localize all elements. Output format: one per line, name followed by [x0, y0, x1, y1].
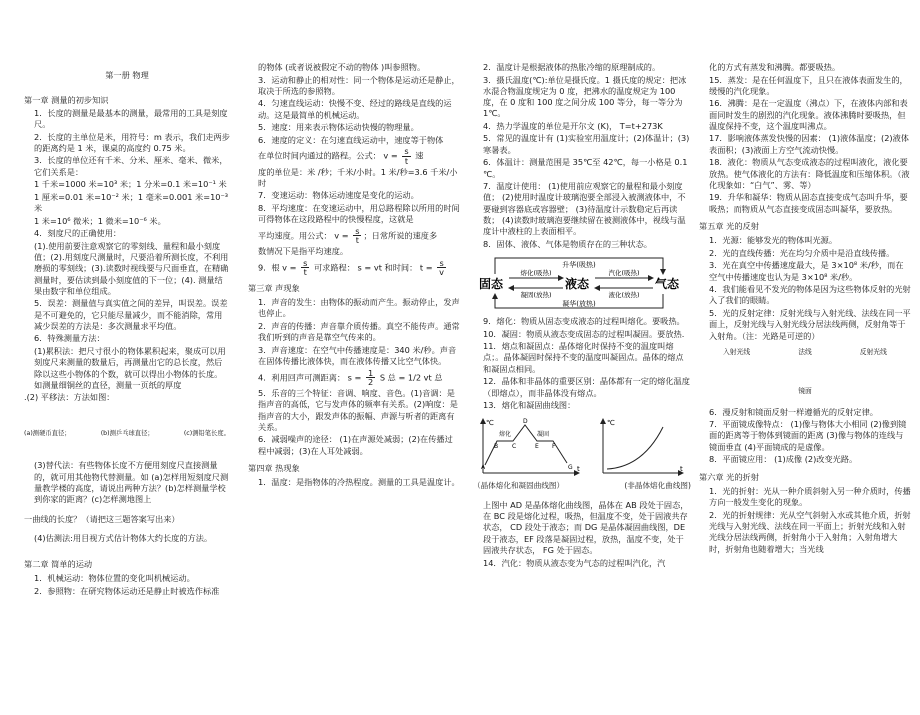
text-c2-8: 8．平均速度：在变速运动中，用总路程除以所用的时间可得物体在这段路程中的快慢程度，这就是	[258, 202, 460, 225]
state-change-diagram	[473, 252, 691, 314]
point-e: E	[535, 443, 539, 451]
point-g: G	[568, 464, 573, 472]
text-c2-17: 6．减弱噪声的途径： (1)在声源处减弱；(2)在传播过程中减弱；(3)在人耳处减弱。	[258, 434, 453, 456]
mirror-label: 镜面	[798, 387, 812, 396]
text-c1-3a: 1 千米=1000 米=10³ 米；1 分米=0.1 米=10⁻¹ 米	[34, 179, 227, 190]
text-c1-6b: .(2) 平移法：方法如图：	[24, 392, 115, 403]
text-c2-10: 数情况下是指平均速度。	[258, 246, 349, 257]
text-c3-9: 10．凝固：物质从液态变成固态的过程叫凝固。要放热.	[483, 328, 685, 339]
vaporize-label: 汽化(吸热)	[608, 269, 640, 278]
incident-ray-label: 入射光线	[723, 347, 751, 356]
liquid-label: 液态	[565, 277, 590, 292]
text-c3-3: 4．热力学温度的单位是开尔文 (K)， T=t+273K	[483, 120, 663, 131]
freeze-marker: 凝固	[537, 431, 550, 439]
text-c1-6c: (3)替代法：有些物体长度不方便用刻度尺直接测量的，就可用其他物代替测量。如 (a)怎样用短刻度尺测量教学楼的高度，请说出两种方法？(b)怎样测量学校到你家的距离？(c)怎样测地图上	[34, 460, 229, 505]
text-c1-2: 2．长度的主单位是米，用符号：m 表示，我们走两步的距离约是 1 米，课桌的高度约 0.75 米。	[34, 131, 230, 153]
text-c1-8: 2．参照物：在研究物体运动还是静止时被选作标准	[34, 585, 220, 596]
text-c2-2: 4．匀速直线运动：快慢不变、经过的路线是直线的运动。这是最简单的机械运动。	[258, 98, 452, 120]
point-f: F	[552, 443, 556, 451]
chapter-5-title: 第五章 光的反射	[699, 221, 759, 231]
text-c4-13: 7．平面镜成像特点： (1)像与物体大小相同 (2)像到镜面的距离等于物体到镜面的距离 (3)像与物体的连线与镜面垂直 (4)平面镜成的是虚像。	[709, 419, 907, 452]
text-c2-13: 2．声音的传播：声音靠介质传播。真空不能传声。通常我们听到的声音是靠空气传来的。	[258, 320, 460, 343]
reflection-diagram-labels	[699, 348, 911, 357]
amorphous-curve	[607, 427, 663, 469]
text-c2-14: 3．声音速度：在空气中传播速度是：340 米/秒。声音在固体传播比液体快，而在液体传播又比空气体快。	[258, 344, 457, 367]
text-c4-16: 2．光的折射规律：光从空气斜射入水或其他介质，折射光线与入射光线、法线在同一平面上；折射光线和入射光线分居法线两侧，折射角小于入射角；入射角增大时，折射角也随着增大；当光线	[709, 509, 911, 554]
text-c2-16: 5．乐音的三个特征：音调、响度、音色。(1)音调：是指声音的高低，它与发声体的频率有关系。(2)响度：是指声音的大小，跟发声体的振幅、声源与听者的距离有关系。	[258, 387, 458, 432]
figure-captions	[24, 430, 230, 439]
text-c2-1: 3．运动和静止的相对性：同一个物体是运动还是静止，取决于所选的参照物。	[258, 74, 460, 96]
text-c3-7: 8．固体、液体、气体是物质存在的三种状态。	[483, 238, 652, 249]
figure-caption-b: (b)测乒乓球直径；	[100, 429, 154, 437]
text-c3-2: 3．摄氏温度(℃):单位是摄氏度。1 摄氏度的规定：把冰水混合物温度规定为 0 度，把沸水的温度规定为 100 度，在 0 度和 100 度之间分成 100 等分，每一等分为 1℃。	[483, 74, 687, 119]
chapter-1-title: 第一章 测量的初步知识	[24, 95, 109, 106]
melting-curves	[473, 415, 691, 479]
text-c3-5: 6．体温计：测量范围是 35℃至 42℃，每一小格是 0.1 ℃。	[483, 157, 688, 179]
text-c2-6: 度的单位是：米 /秒；千米/小时。1 米/秒=3.6 千米/小时	[258, 166, 458, 188]
text-c1-5: 5．误差：测量值与真实值之间的差异，叫误差。误差是不可避免的，它只能尽量减少，而不能消除，常用减少误差的方法是：多次测量求平均值。	[34, 298, 228, 331]
text-c2-12: 1．声音的发生：由物体的振动而产生。振动停止，发声也停止。	[258, 297, 460, 319]
amorphous-y-label: ℃	[607, 419, 615, 428]
solid-label: 固态	[479, 277, 504, 292]
chapter-2-title: 第二章 简单的运动	[24, 558, 93, 569]
column-3	[473, 62, 691, 711]
column-4	[699, 62, 911, 711]
average-speed-formula: 平均速度。用公式： v = $\frac{s}{t}$ ；日常所说的速度多	[258, 225, 438, 246]
chapter-4-title: 第四章 热现象	[248, 463, 300, 473]
text-c1-1: 1．长度的测量是最基本的测量，最常用的工具是刻度尺。	[34, 107, 228, 130]
text-c1-4a: (1).使用前要注意观察它的零刻线、量程和最小刻度值；(2).用刻度尺测量时，尺要沿着所测长度，不利用磨损的零刻线；(3).读数时视线要与尺面垂直，在精确测量时，要估读到最小刻度值的下一位；(4). 测量结果由数字和单位组成。	[34, 240, 229, 296]
text-c4-6: 19．升华和凝华：物质从固态直接变成气态叫升华，要吸热；而物质从气态直接变成固态叫凝华，要放热。	[709, 192, 908, 214]
text-c4-4: 17．影响液体蒸发快慢的因素： (1)液体温度；(2)液体表面积；(3)液面上方空气流动快慢。	[709, 133, 909, 155]
sublimation-label: 升华(吸热)	[562, 261, 596, 270]
text-c3-13: 上图中 AD 是晶体熔化曲线图，晶体在 AB 段处于固态，在 BC 段是熔化过程，吸热，但温度不变，处于固液共存状态， CD 段处于液态；而 DG 是晶体凝固曲线图，DE 段于液态，EF 段落是凝固过程，放热，温度不变，处于固液共存状态， FG 处于固态。	[483, 499, 689, 556]
text-c4-11: 5．光的反射定律：反射光线与入射光线、法线在同一平面上，反射光线与入射光线分居法线两侧，反射角等于入射角。（注：光路是可逆的）	[709, 307, 911, 341]
crystal-curve-caption: （晶体熔化和凝固曲线图）	[473, 481, 565, 491]
point-c: C	[512, 443, 517, 451]
text-c2-7: 7．变速运动：物体运动速度是变化的运动。	[258, 190, 419, 201]
text-c1-4: 4．刻度尺的正确使用：	[34, 228, 122, 239]
text-c4-12: 6．漫反射和镜面反射一样遵循光的反射定律。	[709, 406, 878, 417]
melt-marker: 熔化	[499, 431, 512, 439]
point-a: A	[481, 464, 486, 472]
text-c4-1: 化的方式有蒸发和沸腾。都要吸热。	[709, 62, 841, 72]
text-c4-9: 3．光在真空中传播速度最大，是 3×10⁸ 米/秒，而在空气中传播速度也认为是 3×10⁸ 米/秒。	[709, 260, 904, 282]
text-c2-18: 1．温度：是指物体的冷热程度。测量的工具是温度计。	[258, 477, 460, 488]
text-c3-14: 14．汽化：物质从液态变为气态的过程叫汽化，汽	[483, 557, 666, 568]
text-c1-6a: (1)累积法：把尺寸很小的物体累积起来，聚成可以用刻度尺来测量的数量后，再测量出它的总长度，然后除以这些小物体的个数，就可以得出小物体的长度。如测量细铜丝的直径，测量一页纸的厚度	[34, 345, 226, 390]
text-c2-3: 5．速度：用来表示物体运动快慢的物理量。	[258, 122, 419, 133]
column-2	[248, 62, 460, 711]
text-c3-8: 9．熔化：物质从固态变成液态的过程叫熔化。要吸热。	[483, 316, 685, 327]
text-c1-7: 1．机械运动：物体位置的变化叫机械运动。	[34, 573, 195, 584]
text-c4-10: 4．我们能看见不发光的物体是因为这些物体反射的光射入了我们的眼睛。	[709, 284, 911, 306]
text-c4-7: 1．光源：能够发光的物体叫光源。	[709, 235, 838, 246]
normal-line-label: 法线	[798, 347, 812, 356]
crystal-x-label: t	[577, 465, 580, 474]
text-c1-3c: 1 米=10⁶ 微米；1 微米=10⁻⁶ 米。	[34, 215, 166, 226]
point-b: B	[494, 443, 499, 451]
text-c4-3: 16．沸腾：是在一定温度（沸点）下，在液体内部和表面同时发生的剧烈的汽化现象。液体沸腾时要吸热，但温度保持不变，这个温度叫沸点。	[709, 98, 908, 131]
text-c1-6: 6．特殊测量方法：	[34, 333, 105, 344]
echo-formula: 4．利用回声可测距离： s = $\frac{1}{2}$ S 总 = 1/2 vt 总	[258, 367, 443, 388]
text-c3-1: 2．温度计是根据液体的热胀冷缩的原理制成的。	[483, 62, 661, 72]
amorphous-x-label: t	[680, 465, 683, 474]
chapter-3-title: 第三章 声现象	[248, 282, 300, 293]
book-title: 第一册 物理	[105, 70, 149, 80]
melt-label: 熔化(吸热)	[520, 269, 552, 278]
chapter-6-title: 第六章 光的折射	[699, 471, 759, 482]
text-c4-14: 8．平面镜应用： (1)成像 (2)改变光路。	[709, 454, 858, 465]
text-c4-5: 18．液化：物质从气态变成液态的过程叫液化，液化要放热。使气体液化的方法有：降低温度和压缩体积。（液化现象如：“白气”、雾、等）	[709, 157, 910, 190]
column-1	[24, 62, 230, 711]
reflected-ray-label: 反射光线	[859, 347, 887, 356]
deposition-label: 凝华(放热)	[562, 300, 596, 309]
amorphous-curve-caption: (非晶体熔化曲线图)	[624, 481, 691, 491]
text-c2-4: 6．速度的定义：在匀速直线运动中，速度等于物体	[258, 134, 444, 145]
derived-formulas: 9．根 v = $\frac{s}{t}$ 可求路程： s = vt 和时间： t = $\frac{s}{v}$	[258, 257, 445, 278]
text-c4-15: 1．光的折射：光从一种介质斜射入另一种介质时，传播方向一般发生变化的现象。	[709, 485, 911, 508]
text-c1-3: 3．长度的单位还有千米、分米、厘米、毫米、微米，它们关系是：	[34, 155, 228, 177]
text-c3-12: 13．熔化和凝固曲线图：	[483, 400, 576, 411]
text-c1-6d: 一曲线的长度？（请把这三题答案写出来）	[24, 513, 180, 524]
freeze-label: 凝固(放热)	[520, 291, 552, 300]
text-c3-6: 7．温度计使用： (1)使用前应观察它的量程和最小刻度值； (2)使用时温度计玻璃泡要全部浸入被测液体中，不要碰到容器底或容器壁； (3)待温度计示数稳定后再读数； (4)读数时玻璃泡要继续留在被测液体中，视线与温度计中液柱的上表面相平。	[483, 181, 686, 237]
figure-caption-a: (a)测硬币直径；	[24, 429, 71, 437]
figure-caption-c: (c)测铅笔长度。	[183, 429, 230, 437]
gas-label: 气态	[655, 277, 680, 292]
point-d: D	[523, 418, 528, 426]
text-c1-3b: 1 厘米=0.01 米=10⁻² 米；1 毫米=0.001 米=10⁻³ 米	[34, 191, 229, 214]
text-c3-11: 12．晶体和非晶体的重要区别：晶体都有一定的熔化温度（即熔点），而非晶体没有熔点。	[483, 376, 690, 398]
text-c4-8: 2．光的直线传播：光在均匀介质中是沿直线传播。	[709, 247, 895, 258]
text-c1-6e: (4)估测法:用目视方式估计物体大约长度的方法。	[34, 533, 213, 544]
text-c4-2: 15．蒸发：是在任何温度下，且只在液体表面发生的，缓慢的汽化现象。	[709, 74, 908, 96]
liquefy-label: 液化(放热)	[608, 291, 640, 300]
speed-formula: 在单位时间内通过的路程。公式： v = $\frac{s}{t}$ 速	[258, 146, 424, 166]
crystal-y-label: ℃	[486, 419, 494, 428]
text-c2-0: 的物体 (或者说被假定不动的物体 )叫参照物。	[258, 62, 426, 72]
text-c3-4: 5．常见的温度计有 (1)实验室用温度计；(2)体温计；(3)寒暑表。	[483, 133, 690, 155]
text-c3-10: 11．熔点和凝固点：晶体熔化时保持不变的温度叫熔点；。晶体凝固时保持不变的温度叫凝固点。晶体的熔点和凝固点相同。	[483, 341, 684, 374]
